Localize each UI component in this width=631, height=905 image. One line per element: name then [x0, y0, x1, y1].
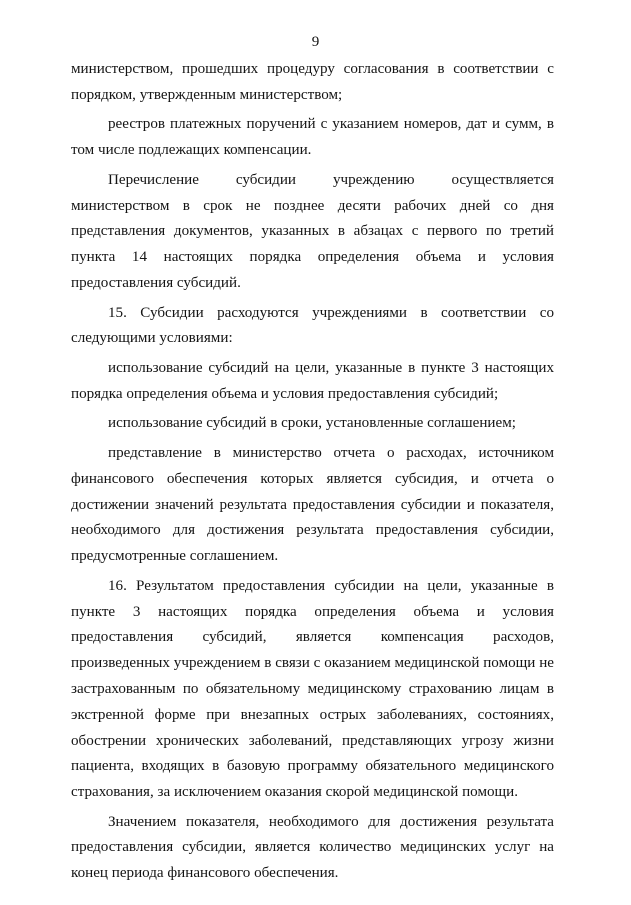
- paragraph-continuation: министерством, прошедших процедуру согласования в соответствии с порядком, утвержденным министерством;: [71, 61, 554, 103]
- paragraph-condition-report: представление в министерство отчета о расходах, источником финансового обеспечения которых является субсидия, и отчета о достижении значений результата предоставления субсидии и показателя, необходимого для достижения результата предоставления субсидии, предусмотренные соглашением.: [71, 444, 554, 565]
- document-body: [71, 57, 554, 887]
- page-number: 9: [311, 34, 320, 50]
- paragraph-item-16: 16. Результатом предоставления субсидии на цели, указанные в пункте 3 настоящих порядка определения объема и условия предоставления субсидий, является компенсация расходов, произведенных учреждением в связи с оказанием медицинской помощи не застрахованным по обязательному медицинскому страхованию лицам в экстренной форме при внезапных острых заболеваниях, состояниях, обострении хронических заболеваний, представляющих угрозу жизни пациента, входящих в базовую программу обязательного медицинского страхования, за исключением оказания скорой медицинской помощи.: [71, 577, 554, 801]
- paragraph-payment-registers: реестров платежных поручений с указанием номеров, дат и сумм, в том числе подлежащих компенсации.: [71, 116, 554, 159]
- paragraph-transfer-terms: Перечисление субсидии учреждению осуществляется министерством в срок не позднее десяти рабочих дней со дня представления документов, указанных в абзацах с первого по третий пункта 14 настоящих порядка определения объема и условия предоставления субсидий.: [71, 171, 554, 291]
- paragraph-item-15: 15. Субсидии расходуются учреждениями в соответствии со следующими условиями:: [71, 304, 554, 347]
- paragraph-condition-purpose: использование субсидий на цели, указанные в пункте 3 настоящих порядка определения объема и условия предоставления субсидий;: [71, 359, 554, 402]
- paragraph-indicator: Значением показателя, необходимого для достижения результата предоставления субсидии, является количество медицинских услуг на конец периода финансового обеспечения.: [71, 813, 554, 882]
- paragraph-condition-terms: использование субсидий в сроки, установленные соглашением;: [108, 415, 516, 432]
